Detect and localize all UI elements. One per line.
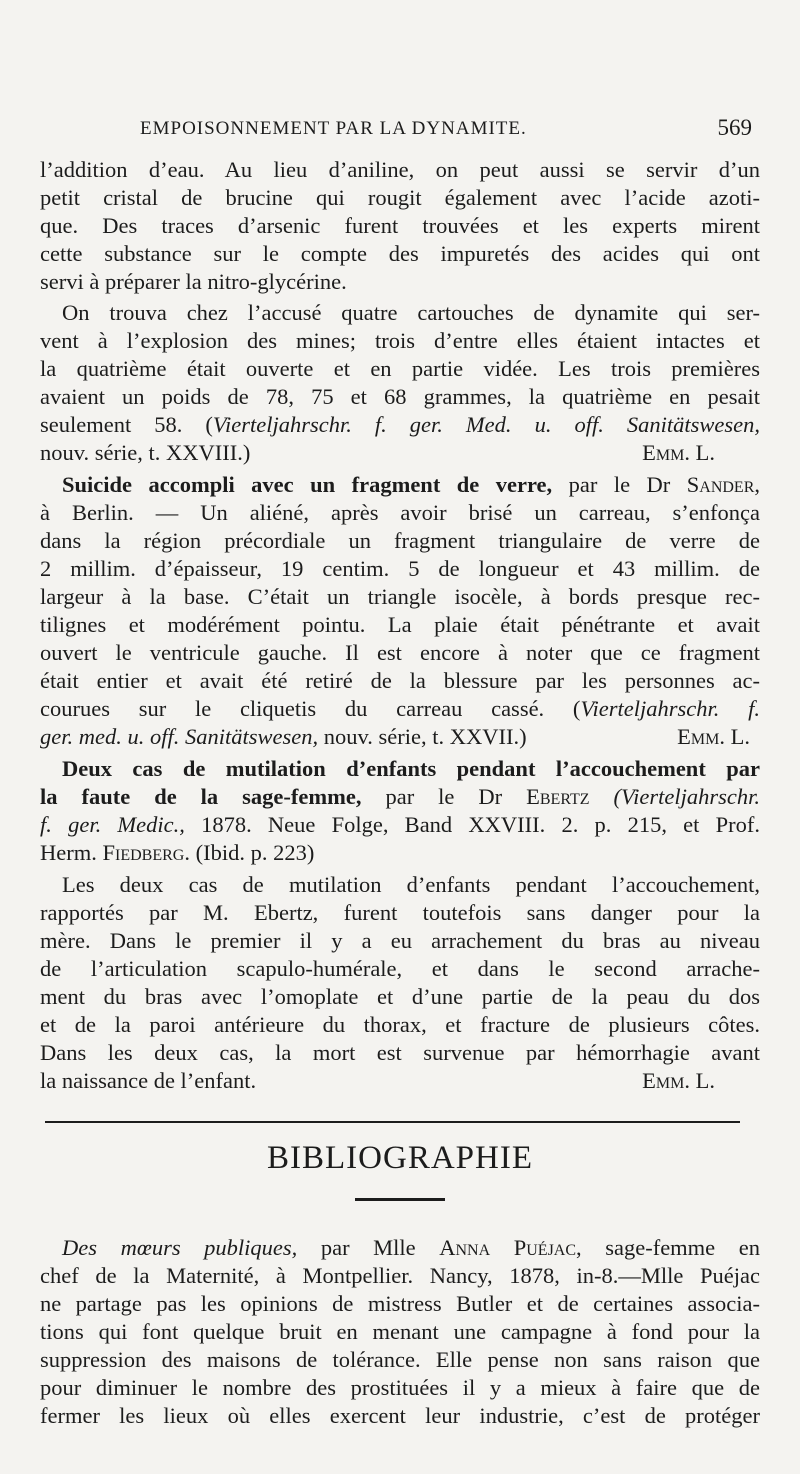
text-line: fermer les lieux où elles exercent leur industrie, c’est de protéger (40, 1403, 760, 1428)
text-run: seulement 58. ( (40, 412, 213, 437)
text-line: pour diminuer le nombre des prostituées il y a mieux à faire que de (40, 1375, 760, 1400)
article-heading: Deux cas de mutilation d’enfants pendant l’accouchement par (62, 756, 760, 781)
text-line (40, 811, 760, 839)
text-line: la quatrième était ouverte et en partie vidée. Les trois premières (40, 356, 760, 381)
text-line: cette substance sur le compte des impuretés des acides qui ont (40, 241, 760, 266)
text-run: nouv. série, t. XXVII.) (318, 724, 527, 749)
text-line (40, 439, 760, 467)
page-number: 569 (717, 115, 752, 140)
author-name: Ebertz (526, 784, 590, 809)
citation-journal: Vierteljahrschr. f. (580, 696, 761, 721)
book-title: Des mœurs publiques, (62, 1235, 298, 1260)
text-line: chef de la Maternité, à Montpellier. Nancy, 1878, in-8.—Mlle Puéjac (40, 1263, 760, 1288)
text-run: la naissance de l’enfant. (40, 1068, 257, 1093)
text-line: tilignes et modérément pointu. La plaie était pénétrante et avait (40, 612, 760, 637)
running-title: EMPOISONNEMENT PAR LA DYNAMITE. (140, 118, 527, 139)
text-line: dans la région précordiale un fragment triangulaire de verre de (40, 528, 760, 553)
text-line: suppression des maisons de tolérance. Elle pense non sans raison que (40, 1347, 760, 1372)
text-line: largeur à la base. C’était un triangle isocèle, à bords presque rec- (40, 584, 760, 609)
text-line (40, 839, 760, 867)
author-name: Anna Puéjac, (439, 1235, 582, 1260)
text-line: 2 millim. d’épaisseur, 19 centim. 5 de longueur et 43 millim. de (40, 556, 760, 581)
author-signature: Emm. L. (642, 1068, 715, 1093)
text-line (62, 471, 760, 499)
citation-journal: Vierteljahrschr. f. ger. Med. u. off. Sanitätswesen, (212, 412, 760, 437)
text-line: que. Des traces d’arsenic furent trouvées et les experts mirent (40, 213, 760, 238)
text-run: Herm. (40, 840, 103, 865)
text-line: Les deux cas de mutilation d’enfants pendant l’accouchement, (62, 872, 760, 897)
text-line: vent à l’explosion des mines; trois d’entre elles étaient intactes et (40, 328, 760, 353)
text-line (40, 1067, 760, 1095)
author-name: Sander, (686, 472, 760, 497)
text-line: petit cristal de brucine qui rougit également avec l’acide azoti- (40, 185, 760, 210)
text-line: était entier et avait été retiré de la blessure par les personnes ac- (40, 668, 760, 693)
text-line: ne partage pas les opinions de mistress Butler et de certaines associa- (40, 1291, 760, 1316)
text-line: l’addition d’eau. Au lieu d’aniline, on peut aussi se servir d’un (40, 157, 760, 182)
text-run: 1878. Neue Folge, Band XXVIII. 2. p. 215, et Prof. (184, 812, 761, 837)
title-underline (355, 1198, 445, 1201)
text-line: à Berlin. — Un aliéné, après avoir brisé un carreau, s’enfonça (40, 500, 760, 525)
text-line: de l’articulation scapulo-humérale, et dans le second arrache- (40, 956, 760, 981)
running-header (60, 115, 760, 144)
text-line (40, 783, 760, 811)
text-run: (Ibid. p. 223) (189, 840, 315, 865)
text-line: mère. Dans le premier il y a eu arrachement du bras au niveau (40, 928, 760, 953)
author-name: Fiedberg. (102, 840, 190, 865)
text-run: par le Dr (552, 472, 687, 497)
text-line: ment du bras avec l’omoplate et d’une partie de la peau du dos (40, 984, 760, 1009)
text-run: sage-femme en (581, 1235, 760, 1260)
article-heading: la faute de la sage-femme, (40, 784, 362, 809)
citation-journal: f. ger. Medic., (40, 812, 185, 837)
section-divider (45, 1121, 740, 1123)
text-line: et de la paroi antérieure du thorax, et fracture de plusieurs côtes. (40, 1012, 760, 1037)
author-signature: Emm. L. (642, 440, 715, 465)
text-line: servi à préparer la nitro-glycérine. (40, 269, 347, 294)
author-signature: Emm. L. (677, 724, 750, 749)
text-line: On trouva chez l’accusé quatre cartouches de dynamite qui ser- (62, 300, 760, 325)
text-line: Dans les deux cas, la mort est survenue par hémorrhagie avant (40, 1040, 760, 1065)
text-run: par Mlle (297, 1235, 440, 1260)
text-line (40, 723, 760, 751)
section-title: BIBLIOGRAPHIE (267, 1140, 533, 1176)
article-heading: Suicide accompli avec un fragment de verre, (62, 472, 553, 497)
text-run: courues sur le cliquetis du carreau cassé. ( (40, 696, 581, 721)
text-line (40, 411, 760, 439)
text-run: nouv. série, t. XXVIII.) (40, 440, 251, 465)
citation-journal: ger. med. u. off. Sanitätswesen, (40, 724, 319, 749)
text-line (62, 1234, 760, 1262)
text-line: ouvert le ventricule gauche. Il est encore à noter que ce fragment (40, 640, 760, 665)
text-line: avaient un poids de 78, 75 et 68 grammes, la quatrième en pesait (40, 384, 760, 409)
text-line: rapportés par M. Ebertz, furent toutefois sans danger pour la (40, 900, 760, 925)
citation-journal: (Vierteljahrschr. (589, 784, 760, 809)
text-line (40, 695, 760, 723)
text-run: par le Dr (361, 784, 527, 809)
text-line: tions qui font quelque bruit en menant une campagne à fond pour la (40, 1319, 760, 1344)
